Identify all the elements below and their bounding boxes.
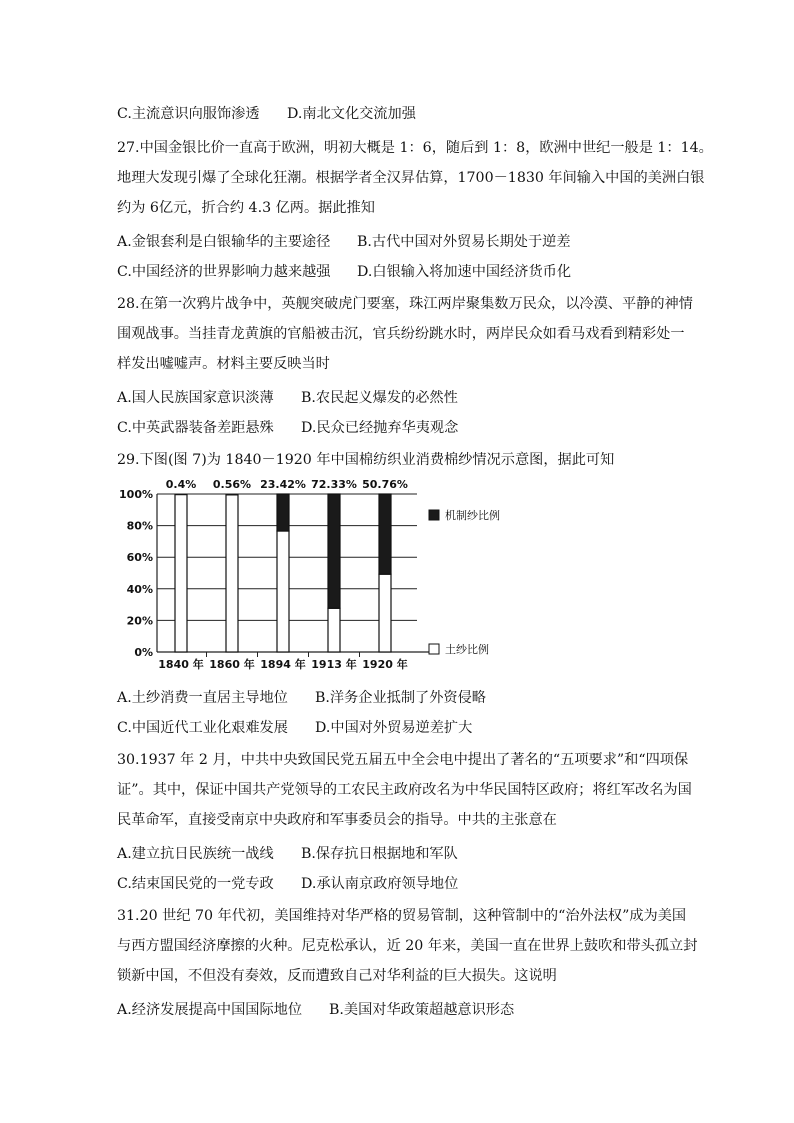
x-tick-label-3: 1913 年 bbox=[311, 658, 357, 671]
text-q27-ab-b: B.古代中国对外贸易长期处于逆差 bbox=[357, 234, 571, 250]
y-tick-label: 20% bbox=[126, 614, 153, 628]
text-line-q28-ab bbox=[117, 388, 274, 408]
bar-tusha-2 bbox=[277, 531, 289, 652]
text-q31-2-a: 与西方盟国经济摩擦的火种。尼克松承认，近 20 年来，美国一直在世界上鼓吹和带头孤立封 bbox=[117, 938, 698, 954]
y-tick-label: 60% bbox=[126, 551, 153, 565]
text-q27-cd-a: C.中国经济的世界影响力越来越强 bbox=[117, 264, 331, 280]
text-line-q28-2 bbox=[117, 324, 685, 344]
text-q28-ab-a: A.国人民族国家意识淡薄 bbox=[117, 390, 274, 406]
bar-mech-3 bbox=[328, 494, 340, 608]
text-line-q29-1 bbox=[117, 450, 614, 470]
text-q28-3-a: 样发出嘘嘘声。材料主要反映当时 bbox=[117, 356, 330, 372]
text-q27-1-a: 27.中国金银比价一直高于欧洲，明初大概是 1：6，随后到 1：8，欧洲中世纪一般是 1：14。 bbox=[117, 140, 713, 156]
text-line-q27-2 bbox=[117, 168, 704, 188]
text-line-q27-ab bbox=[117, 232, 330, 252]
text-line-q26-c bbox=[117, 104, 260, 124]
text-q29-cd-a: C.中国近代工业化艰难发展 bbox=[117, 720, 288, 736]
text-line-q30-2 bbox=[117, 780, 692, 800]
text-line-q30-ab bbox=[117, 844, 274, 864]
text-q30-1-a: 30.1937 年 2 月，中共中央致国民党五届五中全会电中提出了著名的“五项要求”和“四项保 bbox=[117, 752, 689, 768]
y-tick-label: 40% bbox=[126, 582, 153, 596]
text-line-q27-3 bbox=[117, 198, 375, 218]
bar-mech-0 bbox=[175, 494, 187, 495]
text-line-q29-ab bbox=[117, 688, 288, 708]
text-q27-ab-a: A.金银套利是白银输华的主要途径 bbox=[117, 234, 331, 250]
text-line-q31-ab bbox=[117, 1000, 302, 1020]
bar-mech-1 bbox=[226, 494, 238, 495]
text-q29-ab-b: B.洋务企业抵制了外资侵略 bbox=[315, 690, 486, 706]
text-q30-3-a: 民革命军，直接受南京中央政府和军事委员会的指导。中共的主张意在 bbox=[117, 812, 557, 828]
x-tick-label-2: 1894 年 bbox=[260, 658, 306, 671]
legend-label-tusha: 土纱比例 bbox=[445, 643, 489, 656]
text-q30-ab-b: B.保存抗日根据地和军队 bbox=[301, 846, 458, 862]
legend-swatch-mech bbox=[429, 510, 439, 520]
text-line-q31-1 bbox=[117, 906, 686, 926]
bar-tusha-3 bbox=[328, 608, 340, 652]
text-line-q28-cd bbox=[117, 418, 274, 438]
text-q30-2-a: 证”。其中，保证中国共产党领导的工农民主政府改名为中华民国特区政府；将红军改名为国 bbox=[117, 782, 692, 798]
text-line-q30-1 bbox=[117, 750, 688, 770]
text-q28-ab-b: B.农民起义爆发的必然性 bbox=[301, 390, 458, 406]
text-q29-1-a: 29.下图(图 7)为 1840－1920 年中国棉纺织业消费棉纱情况示意图，据此可知 bbox=[117, 452, 615, 468]
bar-tusha-1 bbox=[226, 495, 238, 652]
text-q26-c-a: C.主流意识向服饰渗透 bbox=[117, 106, 260, 122]
text-line-q28-1 bbox=[117, 294, 693, 314]
cotton-yarn-chart bbox=[117, 472, 517, 680]
data-label-2: 23.42% bbox=[260, 478, 306, 491]
text-line-q30-3 bbox=[117, 810, 557, 830]
text-line-q27-cd bbox=[117, 262, 331, 282]
text-q28-1-a: 28.在第一次鸦片战争中，英舰突破虎门要塞，珠江两岸聚集数万民众，以冷漠、平静的神情 bbox=[117, 296, 693, 312]
text-line-q27-1 bbox=[117, 138, 713, 158]
data-label-1: 0.56% bbox=[212, 478, 252, 491]
text-q28-cd-a: C.中英武器装备差距悬殊 bbox=[117, 420, 274, 436]
x-tick-label-0: 1840 年 bbox=[158, 658, 204, 671]
text-line-q31-3 bbox=[117, 966, 557, 986]
bar-mech-2 bbox=[277, 494, 289, 531]
text-q30-cd-b: D.承认南京政府领导地位 bbox=[301, 876, 459, 892]
text-line-q28-3 bbox=[117, 354, 330, 374]
data-label-3: 72.33% bbox=[311, 478, 357, 491]
text-q28-2-a: 围观战事。当挂青龙黄旗的官船被击沉，官兵纷纷跳水时，两岸民众如看马戏看到精彩处一 bbox=[117, 326, 685, 342]
text-q29-ab-a: A.土纱消费一直居主导地位 bbox=[117, 690, 288, 706]
text-q30-cd-a: C.结束国民党的一党专政 bbox=[117, 876, 274, 892]
y-tick-label: 100% bbox=[119, 488, 153, 501]
y-tick-label: 0% bbox=[134, 646, 153, 659]
legend-label-mech: 机制纱比例 bbox=[445, 509, 500, 522]
data-label-4: 50.76% bbox=[362, 478, 408, 491]
text-q31-ab-a: A.经济发展提高中国国际地位 bbox=[117, 1002, 303, 1018]
text-q29-cd-b: D.中国对外贸易逆差扩大 bbox=[315, 720, 473, 736]
text-q26-c-b: D.南北文化交流加强 bbox=[287, 106, 416, 122]
legend-swatch-tusha bbox=[429, 644, 439, 654]
text-q27-3-a: 约为 6亿元，折合约 4.3 亿两。据此推知 bbox=[117, 200, 375, 216]
y-tick-label: 80% bbox=[126, 519, 153, 533]
text-q31-3-a: 锁新中国，不但没有奏效，反而遭致自己对华利益的巨大损失。这说明 bbox=[117, 968, 557, 984]
bar-tusha-0 bbox=[175, 495, 187, 652]
x-tick-label-1: 1860 年 bbox=[209, 658, 255, 671]
text-q30-ab-a: A.建立抗日民族统一战线 bbox=[117, 846, 274, 862]
text-line-q29-cd bbox=[117, 718, 288, 738]
x-tick-label-4: 1920 年 bbox=[362, 658, 408, 671]
text-q31-1-a: 31.20 世纪 70 年代初，美国维持对华严格的贸易管制，这种管制中的“治外法权”成为美国 bbox=[117, 908, 687, 924]
text-q31-ab-b: B.美国对华政策超越意识形态 bbox=[329, 1002, 515, 1018]
text-line-q31-2 bbox=[117, 936, 697, 956]
text-q27-2-a: 地理大发现引爆了全球化狂潮。根据学者全汉昇估算，1700－1830 年间输入中国的美洲白银 bbox=[117, 170, 705, 186]
bar-mech-4 bbox=[379, 494, 391, 574]
text-line-q30-cd bbox=[117, 874, 274, 894]
text-q27-cd-b: D.白银输入将加速中国经济货币化 bbox=[357, 264, 572, 280]
bar-tusha-4 bbox=[379, 574, 391, 652]
data-label-0: 0.4% bbox=[165, 478, 197, 491]
text-q28-cd-b: D.民众已经抛弃华夷观念 bbox=[301, 420, 459, 436]
